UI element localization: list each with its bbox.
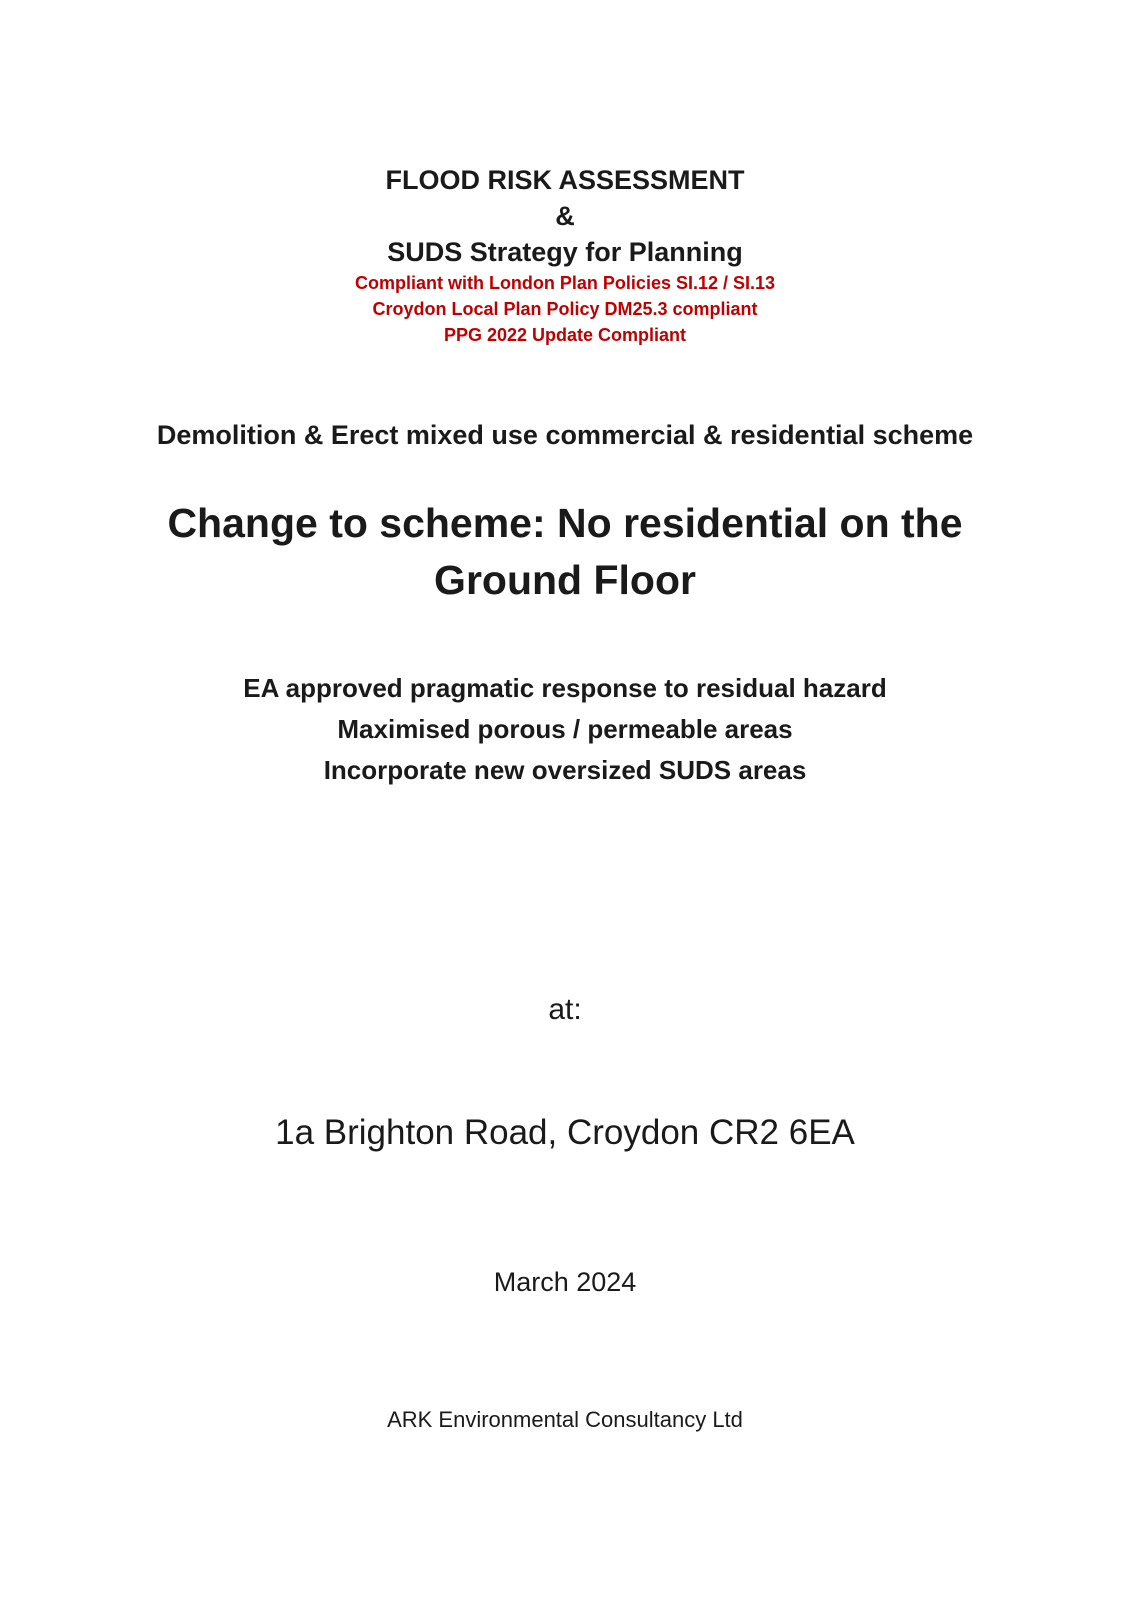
company-name: ARK Environmental Consultancy Ltd xyxy=(387,1407,743,1432)
compliance-line-ppg: PPG 2022 Update Compliant xyxy=(443,325,687,345)
scheme-description: Demolition & Erect mixed use commercial & residential scheme xyxy=(156,420,974,450)
site-address: 1a Brighton Road, Croydon CR2 6EA xyxy=(275,1113,855,1152)
compliance-statements xyxy=(0,270,1130,348)
report-title-ampersand: & xyxy=(555,201,575,231)
report-title-line-1: FLOOD RISK ASSESSMENT xyxy=(385,165,745,195)
main-title xyxy=(0,495,1130,609)
report-header xyxy=(0,162,1130,270)
main-title-line-1: Change to scheme: No residential on the xyxy=(167,500,963,546)
main-title-line-2: Ground Floor xyxy=(434,557,696,603)
highlight-suds-areas: Incorporate new oversized SUDS areas xyxy=(323,755,807,785)
highlight-porous-areas: Maximised porous / permeable areas xyxy=(337,714,793,744)
report-title-line-2: SUDS Strategy for Planning xyxy=(387,237,743,267)
compliance-line-croydon-local-plan: Croydon Local Plan Policy DM25.3 compliant xyxy=(372,299,758,319)
compliance-line-london-plan: Compliant with London Plan Policies SI.12 / SI.13 xyxy=(354,273,776,293)
report-date: March 2024 xyxy=(493,1267,637,1297)
highlight-ea-approved: EA approved pragmatic response to residual hazard xyxy=(243,673,887,703)
at-label: at: xyxy=(548,993,582,1026)
scheme-highlights xyxy=(0,668,1130,791)
